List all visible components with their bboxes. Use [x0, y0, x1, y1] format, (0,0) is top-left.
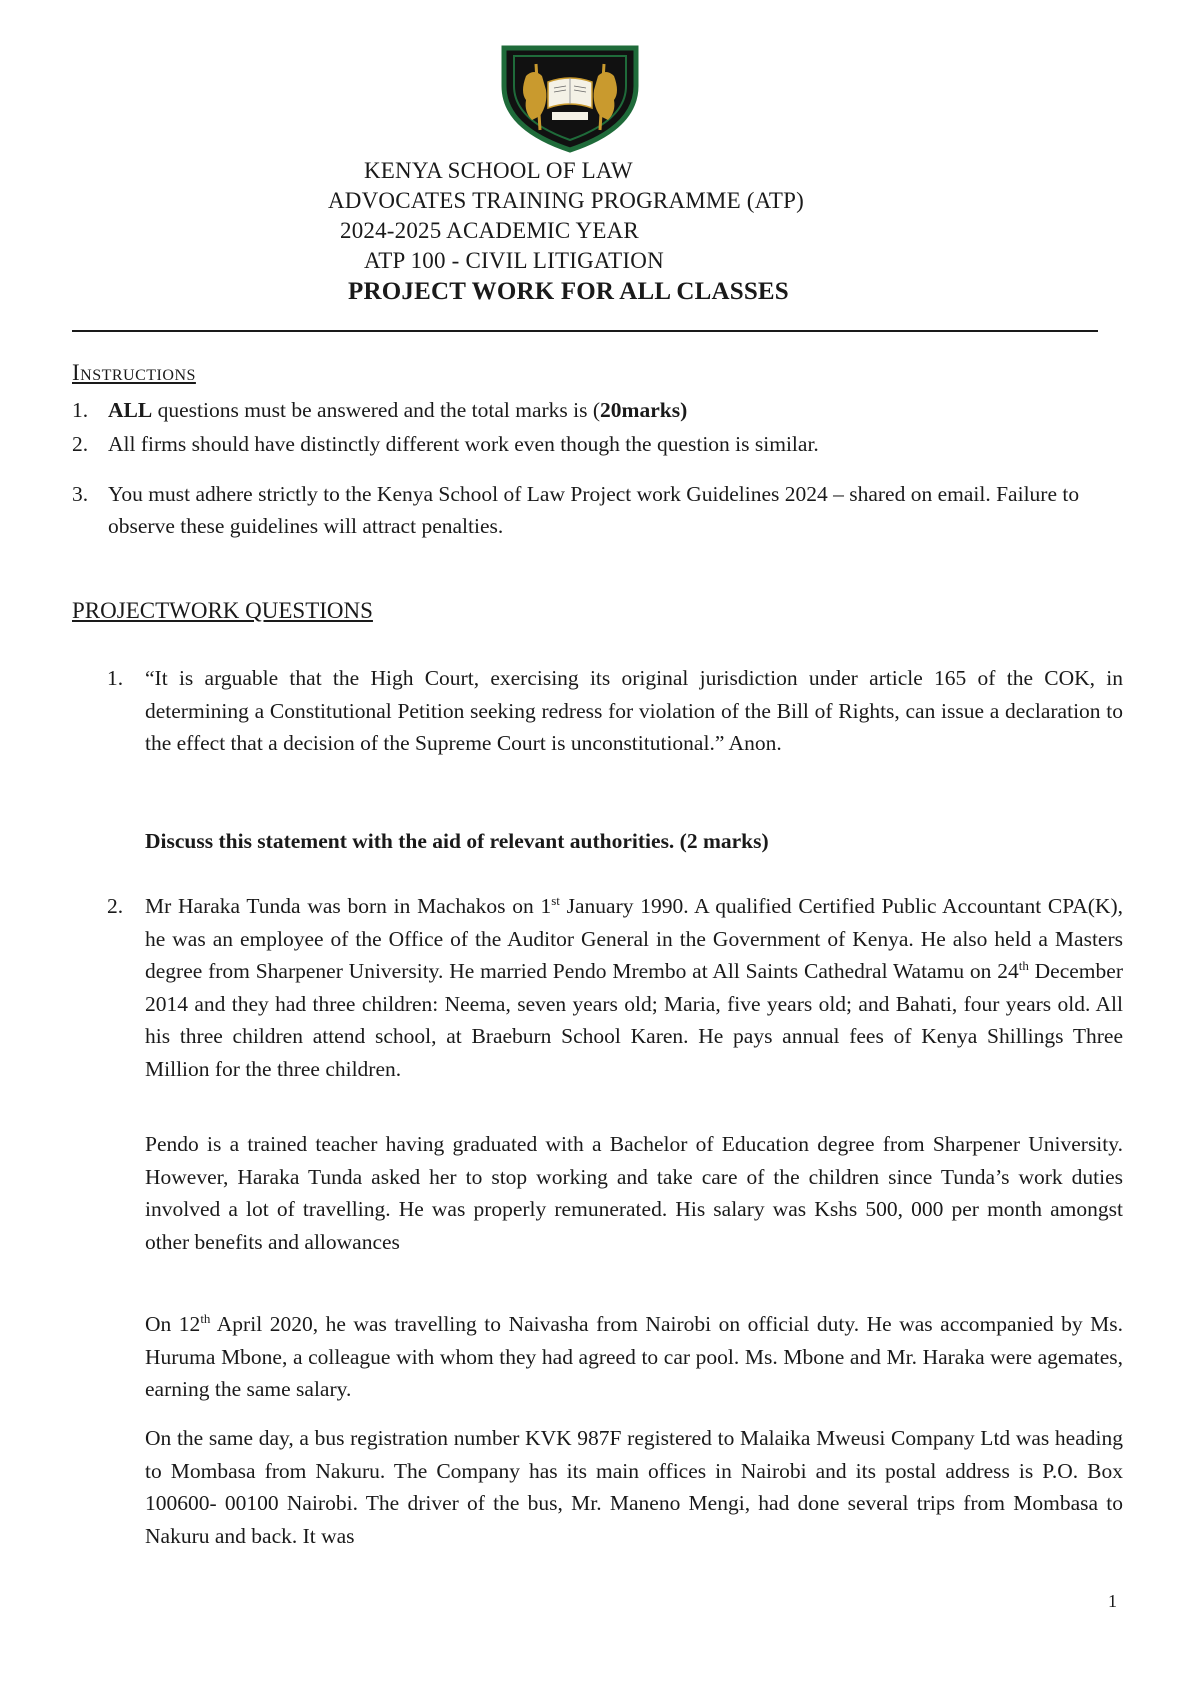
instruction-marks: 20marks) [600, 398, 688, 422]
instruction-number: 2. [72, 432, 89, 456]
question-2-paragraph-4: On the same day, a bus registration number KVK 987F registered to Malaika Mweusi Company Ltd was heading to Mombasa from Nakuru. The Company has its main offices in Nairobi and its postal address is P.O. Box 100600- 00100 Nairobi. The driver of the bus, Mr. Maneno Mengi, had done several trips from Mombasa to Nakuru and back. It was [145, 1426, 1123, 1548]
header-divider [72, 330, 1098, 332]
page-number: 1 [1108, 1591, 1117, 1611]
header-academic-year: 2024-2025 ACADEMIC YEAR [340, 218, 639, 243]
instruction-item [72, 394, 1102, 426]
text-run: December 2014 and they had three children: Neema, seven years old; Maria, five years old; and Bahati, four years old. All his three children attend school, at Braeburn School Karen. He pays annual fees of Kenya Shillings Three Million for the three children. [145, 959, 1123, 1081]
instruction-text: questions must be answered and the total marks is ( [152, 398, 601, 422]
question-1-quote: “It is arguable that the High Court, exercising its original jurisdiction under article 165 of the COK, in determining a Constitutional Petition seeking redress for violation of the Bill of Rights, can issue a declaration to the effect that a decision of the Supreme Court is unconstitutional.” Anon. [145, 666, 1123, 755]
text-run: January 1990. A qualified Certified Public Accountant CPA(K), he was an employee of the Office of the Auditor General in the Government of Kenya. He also held a Masters degree from Sharpener University. He married Pendo Mrembo at All Saints Cathedral Watamu on 24 [145, 894, 1123, 983]
instruction-text: You must adhere strictly to the Kenya School of Law Project work Guidelines 2024 – shared on email. Failure to observe these guidelines will attract penalties. [108, 482, 1080, 538]
question-2-paragraph-1 [145, 890, 1123, 1085]
question-number: 1. [107, 666, 124, 690]
instruction-emphasis: ALL [108, 398, 153, 422]
text-run: Mr Haraka Tunda was born in Machakos on 1 [145, 894, 552, 918]
instruction-number: 1. [72, 398, 89, 422]
ordinal-suffix: th [1018, 957, 1029, 973]
instructions-heading: Instructions [72, 360, 196, 385]
header-course: ATP 100 - CIVIL LITIGATION [364, 248, 664, 273]
ordinal-suffix: th [200, 1310, 211, 1326]
question-2-paragraph-2: Pendo is a trained teacher having graduated with a Bachelor of Education degree from Sharpener University. However, Haraka Tunda asked her to stop working and take care of the children since Tunda’s work duties involved a lot of travelling. He was properly remunerated. His salary was Kshs 500, 000 per month amongst other benefits and allowances [145, 1132, 1123, 1254]
ordinal-suffix: st [551, 892, 560, 908]
page-title: PROJECT WORK FOR ALL CLASSES [348, 278, 789, 305]
instruction-number: 3. [72, 482, 89, 506]
text-run: April 2020, he was travelling to Naivasha from Nairobi on official duty. He was accompanied by Ms. Huruma Mbone, a colleague with whom they had agreed to car pool. Ms. Mbone and Mr. Haraka were agemates, earning the same salary. [145, 1312, 1123, 1401]
questions-heading: PROJECTWORK QUESTIONS [72, 598, 373, 623]
header-programme: ADVOCATES TRAINING PROGRAMME (ATP) [328, 188, 804, 213]
header-school-name: KENYA SCHOOL OF LAW [364, 158, 633, 183]
text-run: On 12 [145, 1312, 201, 1336]
crest-icon [496, 42, 644, 154]
instruction-item [72, 428, 1102, 460]
instruction-item [72, 478, 1102, 542]
question-1-task: Discuss this statement with the aid of relevant authorities. (2 marks) [145, 829, 769, 853]
question-1 [107, 662, 1123, 760]
crest-logo [496, 42, 644, 154]
question-number: 2. [107, 894, 124, 918]
instruction-text: All firms should have distinctly different work even though the question is similar. [108, 432, 819, 456]
question-2-paragraph-3 [145, 1308, 1123, 1406]
question-2 [107, 890, 1123, 1085]
